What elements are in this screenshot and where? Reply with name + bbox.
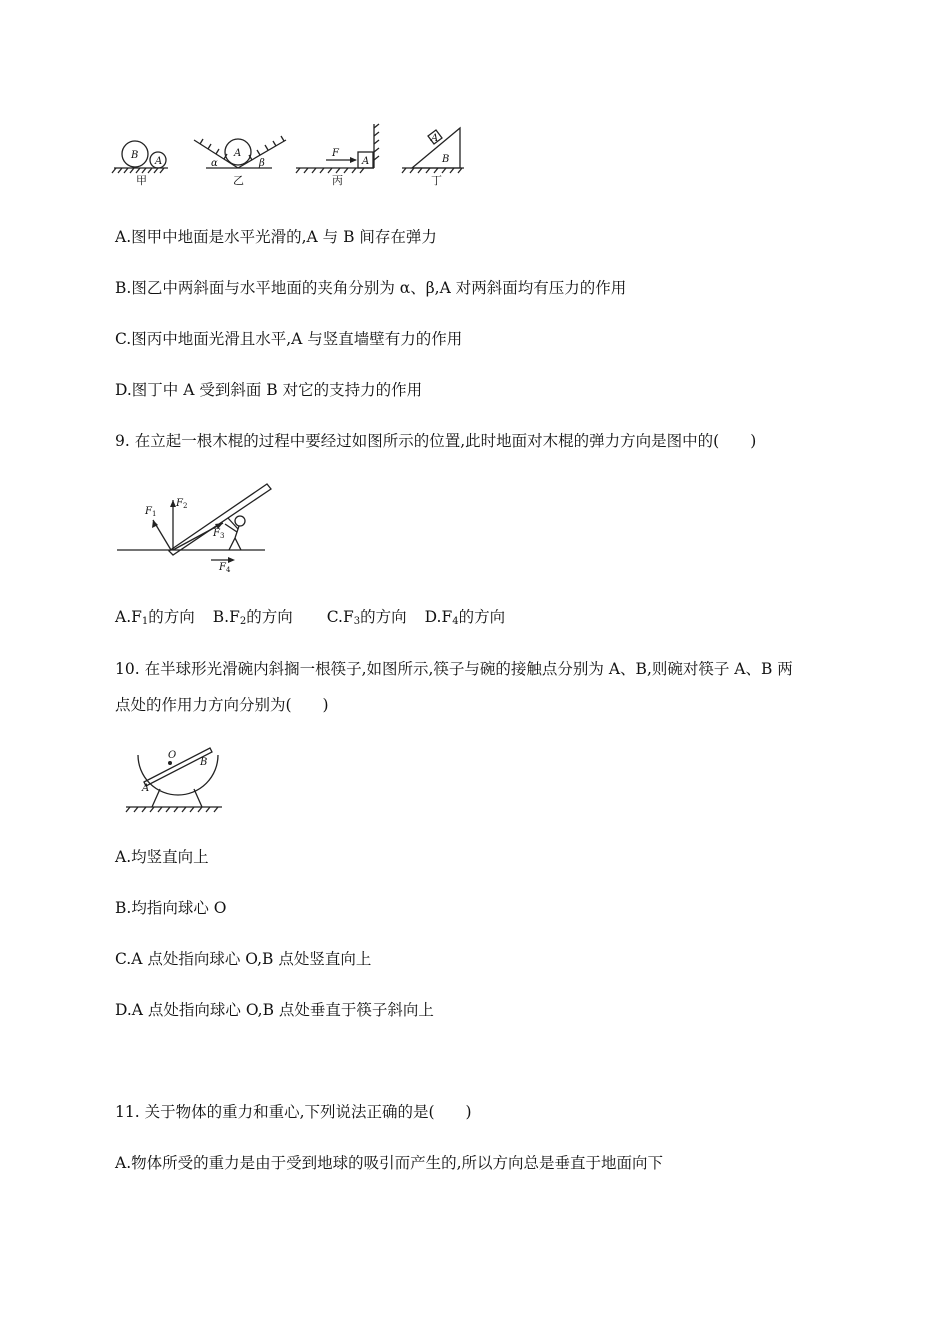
q9-option-d: $D.F_4$的方向 — [424, 608, 506, 627]
caption-yi: 乙 — [233, 174, 244, 187]
q9-option-a: $A.F_1$的方向 — [115, 608, 195, 627]
label-b-ding: B — [442, 154, 450, 165]
q10-option-d: D.A 点处指向球心 O,B 点处垂直于筷子斜向上 — [115, 1001, 434, 1019]
q11-stem: 11. 关于物体的重力和重心,下列说法正确的是( ) — [115, 1103, 472, 1121]
label-f3: $F_3$ — [213, 528, 225, 540]
q8-option-a: A.图甲中地面是水平光滑的,A 与 B 间存在弹力 — [115, 228, 437, 246]
q10-option-b: B.均指向球心 O — [115, 899, 227, 917]
q11-option-a: A.物体所受的重力是由于受到地球的吸引而产生的,所以方向总是垂直于地面向下 — [115, 1154, 664, 1172]
q10-stem-line1: 10. 在半球形光滑碗内斜搁一根筷子,如图所示,筷子与碗的接触点分别为 A、B,则碗对筷子 A、B 两 — [115, 660, 793, 678]
label-f4: $F_4$ — [219, 562, 231, 574]
label-a-ding: A — [431, 133, 439, 144]
q10-option-c: C.A 点处指向球心 O,B 点处竖直向上 — [115, 950, 372, 968]
label-b-q10: B — [200, 757, 208, 768]
q8-figure — [110, 120, 470, 190]
q9-option-b: $B.F_2$的方向 — [212, 608, 293, 627]
label-a-jia: A — [155, 156, 163, 167]
label-alpha: α — [211, 158, 218, 169]
q9-options — [115, 606, 505, 628]
label-o: O — [168, 750, 177, 761]
q10-stem-line2: 点处的作用力方向分别为( ) — [115, 696, 329, 714]
q10-option-a: A.均竖直向上 — [115, 848, 209, 866]
q9-figure — [115, 478, 285, 573]
q10-figure — [122, 745, 232, 820]
caption-bing: 丙 — [332, 174, 343, 187]
label-f: F — [332, 148, 339, 159]
label-a-q10: A — [142, 783, 150, 794]
q9-option-c: $C.F_3$的方向 — [326, 608, 407, 627]
q9-stem: 9. 在立起一根木棍的过程中要经过如图所示的位置,此时地面对木棍的弹力方向是图中的( ) — [115, 432, 757, 450]
q8-option-d: D.图丁中 A 受到斜面 B 对它的支持力的作用 — [115, 381, 423, 399]
q8-option-c: C.图丙中地面光滑且水平,A 与竖直墙壁有力的作用 — [115, 330, 463, 348]
label-f2: $F_2$ — [176, 498, 188, 510]
label-a-bing: A — [362, 156, 370, 167]
caption-ding: 丁 — [431, 174, 442, 187]
person-figure — [225, 516, 245, 550]
center-o — [168, 761, 172, 765]
label-beta: β — [259, 158, 265, 169]
caption-jia: 甲 — [136, 174, 147, 187]
label-a-yi: A — [234, 148, 242, 159]
q8-option-b: B.图乙中两斜面与水平地面的夹角分别为 α、β,A 对两斜面均有压力的作用 — [115, 279, 627, 297]
label-f1: $F_1$ — [145, 506, 157, 518]
label-b-jia: B — [131, 150, 139, 161]
